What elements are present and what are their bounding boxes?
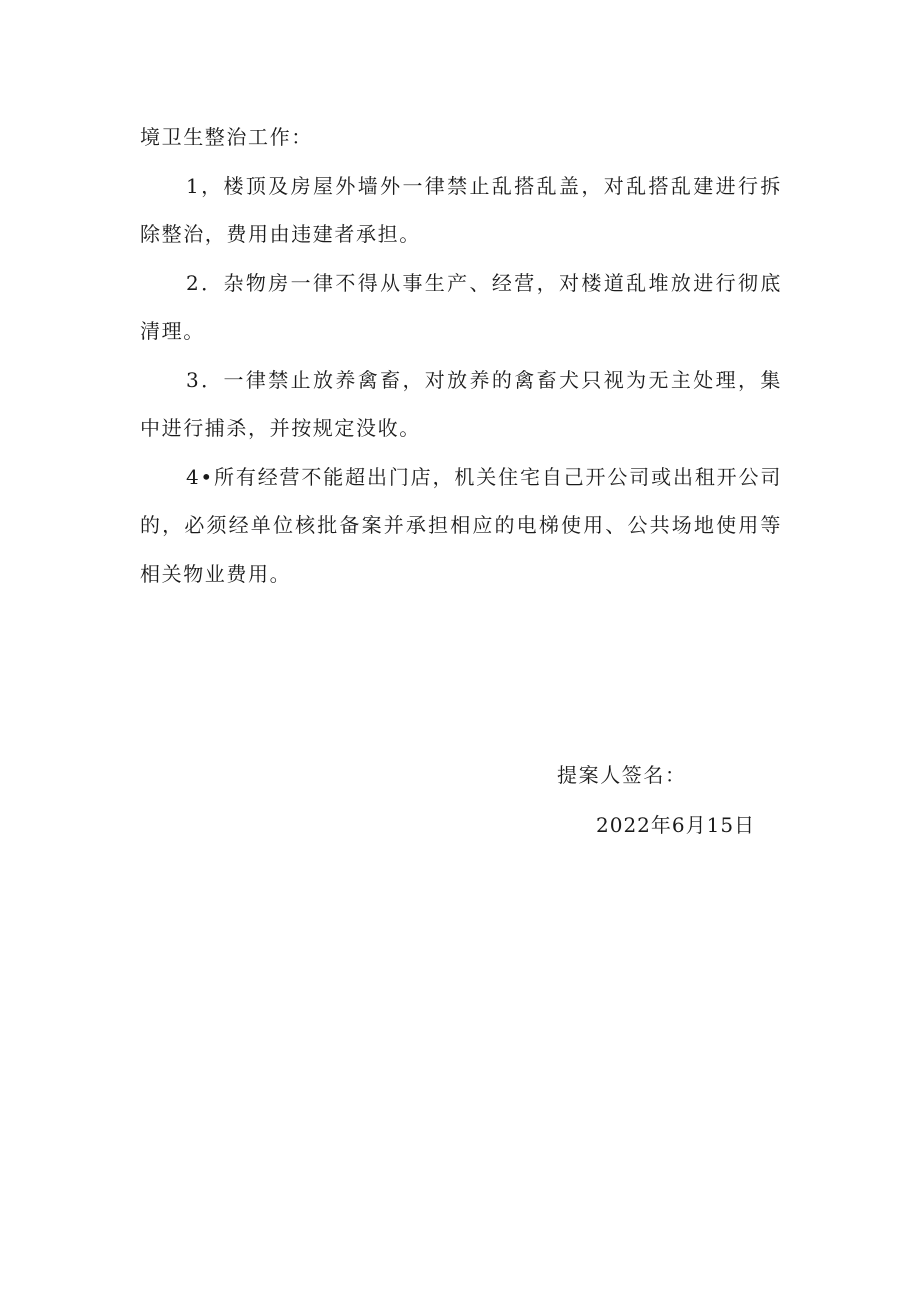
document-date: 2022年6月15日 — [596, 813, 756, 837]
list-item-2: 2．杂物房一律不得从事生产、经营，对楼道乱堆放进行彻底清理。 — [140, 270, 782, 343]
list-item-1: 1，楼顶及房屋外墙外一律禁止乱搭乱盖，对乱搭乱建进行拆除整治，费用由违建者承担。 — [140, 173, 782, 246]
list-item-4: 4•所有经营不能超出门店，机关住宅自己开公司或出租开公司的，必须经单位核批备案并承担相应的电梯使用、公共场地使用等相关物业费用。 — [140, 464, 782, 586]
list-item-3: 3．一律禁止放养禽畜，对放养的禽畜犬只视为无主处理，集中进行捕杀，并按规定没收。 — [140, 367, 782, 440]
signature-label: 提案人签名： — [557, 763, 687, 787]
document-body — [140, 113, 782, 598]
intro-line: 境卫生整治工作： — [140, 125, 313, 149]
